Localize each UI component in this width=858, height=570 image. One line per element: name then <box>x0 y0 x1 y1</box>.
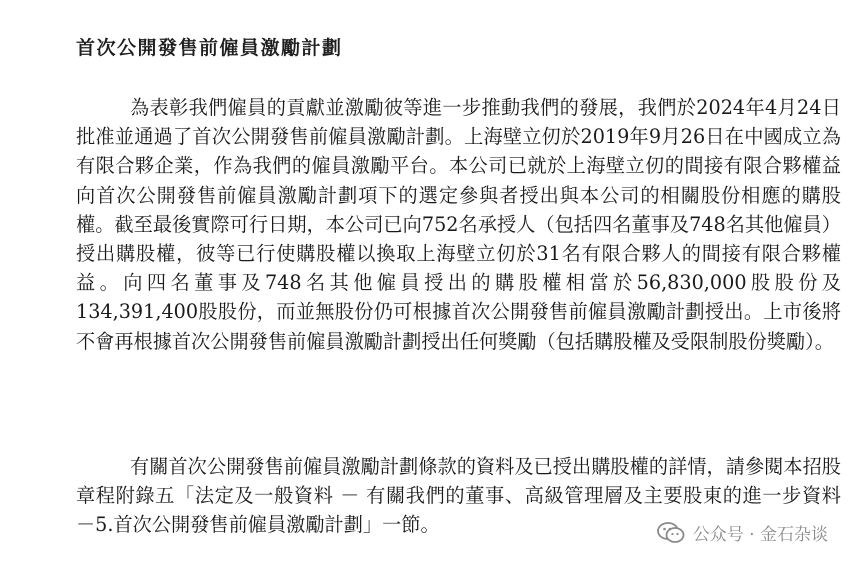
paragraph-2: 有關首次公開發售前僱員激勵計劃條款的資料及已授出購股權的詳情，請參閱本招股章程附錄五「法定及一般資料 － 有關我們的董事、高級管理層及主要股東的進一步資料 －5.首次公開發售前僱員激勵計劃」一節。 <box>76 455 841 537</box>
paragraph-1: 為表彰我們僱員的貢獻並激勵彼等進一步推動我們的發展，我們於2024年4月24日批准並通過了首次公開發售前僱員激勵計劃。上海壁立仞於2019年9月26日在中國成立為有限合夥企業，作為我們的僱員激勵平台。本公司已就於上海壁立仞的間接有限合夥權益向首次公開發售前僱員激勵計劃項下的選定參與者授出與本公司的相關股份相應的購股權。截至最後實際可行日期，本公司已向752名承授人（包括四名董事及748名其他僱員）授出購股權，彼等已行使購股權以換取上海壁立仞於31名有限合夥人的間接有限合夥權益。向四名董事及748名其他僱員授出的購股權相當於56,830,000股股份及134,391,400股股份，而並無股份仍可根據首次公開發售前僱員激勵計劃授出。上市後將不會再根據首次公開發售前僱員激勵計劃授出任何獎勵（包括購股權及受限制股份獎勵）。 <box>76 96 841 353</box>
watermark-text: 公众号 · 金石杂谈 <box>692 525 828 545</box>
watermark <box>657 520 828 545</box>
section-heading: 首次公開發售前僱員激勵計劃 <box>76 37 343 59</box>
wechat-icon <box>657 522 685 544</box>
